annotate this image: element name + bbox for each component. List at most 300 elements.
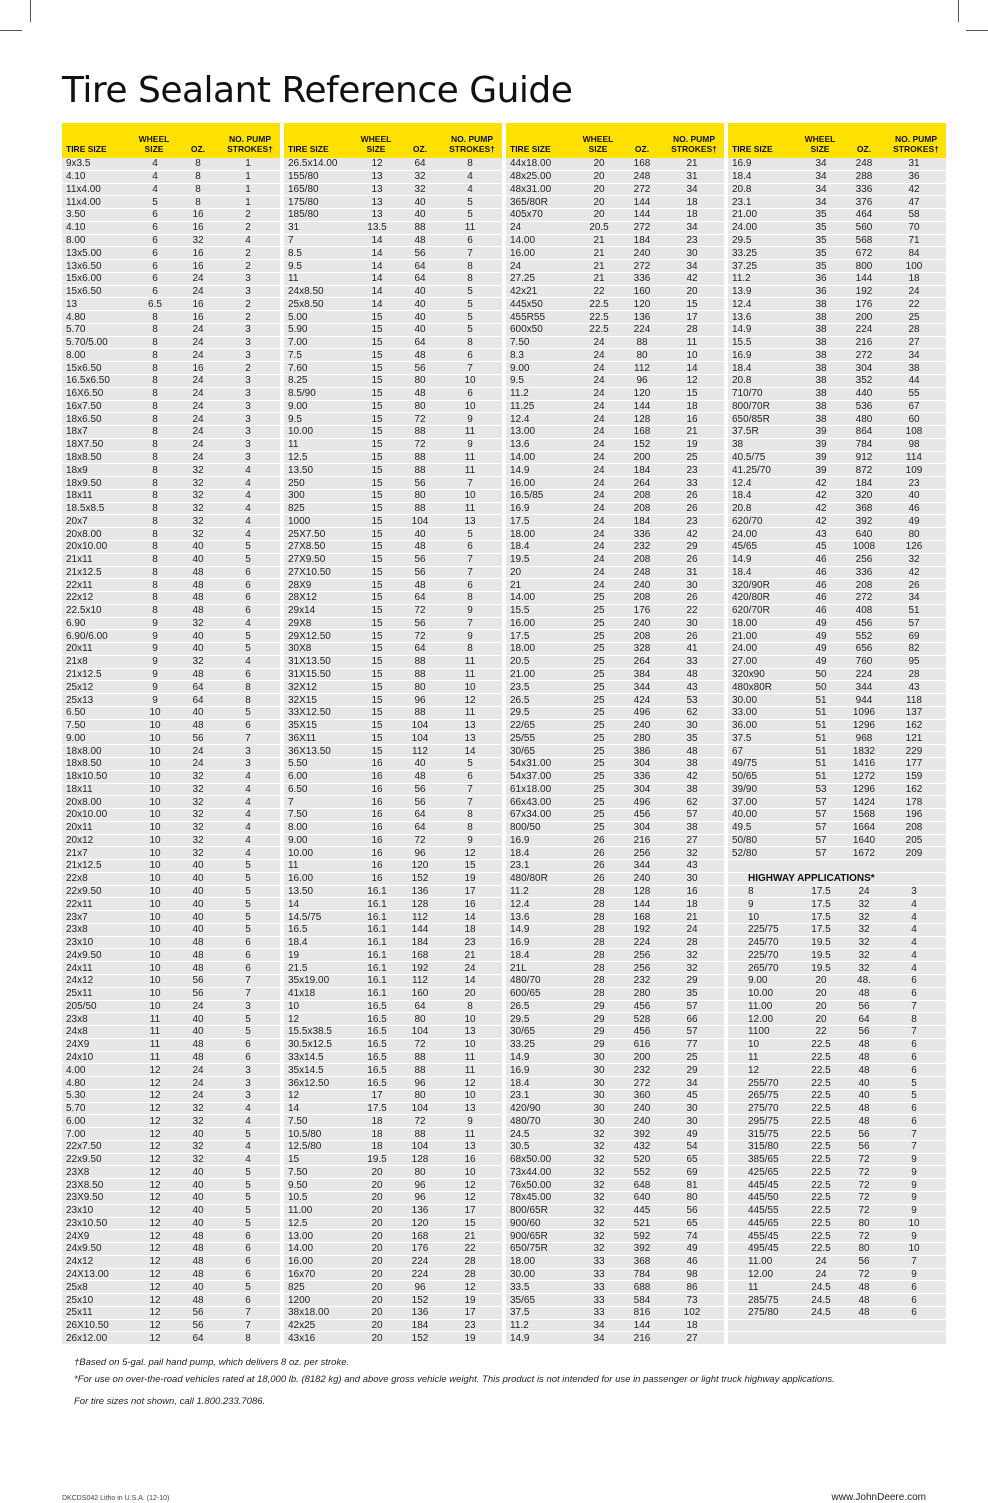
tire-size-cell: 32X15 (288, 694, 317, 706)
wheel-size-cell: 16 (371, 771, 383, 783)
tire-size-cell: 29X8 (288, 617, 312, 629)
pump-strokes-cell: 3 (911, 886, 917, 898)
wheel-size-cell: 24 (593, 400, 605, 412)
tire-size-cell: 20x12 (66, 834, 94, 846)
tire-size-cell: 67x34.00 (510, 809, 552, 821)
pump-strokes-cell: 8 (245, 681, 251, 693)
wheel-size-cell: 24 (593, 528, 605, 540)
pump-strokes-cell: 3 (245, 400, 251, 412)
table-row (728, 771, 946, 784)
table-row (728, 835, 946, 848)
pump-strokes-cell: 5 (245, 1205, 251, 1217)
table-row (728, 630, 946, 643)
pump-strokes-cell: 47 (908, 196, 920, 208)
pump-strokes-cell: 5 (245, 1013, 251, 1025)
wheel-size-cell: 12 (149, 1077, 161, 1089)
pump-strokes-cell: 30 (686, 617, 698, 629)
wheel-size-cell: 9 (152, 630, 158, 642)
table-row (62, 1090, 280, 1103)
table-row (284, 171, 502, 184)
oz-cell: 56 (414, 617, 426, 629)
tire-size-cell: 14.9 (510, 1051, 530, 1063)
wheel-size-cell: 19.5 (367, 1154, 387, 1166)
tire-size-cell: 18x11 (66, 783, 93, 795)
oz-cell: 56 (414, 566, 426, 578)
pump-strokes-cell: 6 (245, 1294, 251, 1306)
wheel-size-cell: 13 (371, 171, 383, 183)
table-row (62, 1026, 280, 1039)
tire-size-cell: 165/80 (288, 183, 319, 195)
highway-row (728, 898, 946, 911)
wheel-size-cell: 10 (149, 937, 161, 949)
website-link[interactable]: www.JohnDeere.com (831, 1492, 926, 1503)
oz-cell: 48 (192, 720, 204, 732)
wheel-size-cell: 12 (149, 1166, 161, 1178)
table-row (506, 209, 724, 222)
wheel-size-cell: 10 (149, 911, 161, 923)
wheel-size-cell: 38 (815, 413, 827, 425)
tire-size-cell: 25x11 (66, 988, 93, 1000)
oz-cell: 40 (192, 1013, 204, 1025)
wheel-size-cell: 15 (371, 337, 383, 349)
oz-cell: 160 (633, 286, 651, 298)
wheel-size-cell: 25 (593, 605, 605, 617)
tire-size-cell: 12 (288, 1090, 300, 1102)
wheel-size-cell: 25 (593, 656, 605, 668)
wheel-size-cell: 32 (593, 1230, 605, 1242)
wheel-size-cell: 22.5 (811, 1128, 831, 1140)
header-oz: OZ. (856, 144, 872, 154)
tire-size-cell: 6.90/6.00 (66, 630, 108, 642)
table-row (506, 401, 724, 414)
table-row (62, 784, 280, 797)
oz-cell: 176 (633, 605, 651, 617)
pump-strokes-cell: 81 (686, 1179, 698, 1191)
wheel-size-cell: 22.5 (589, 324, 609, 336)
wheel-size-cell: 9 (152, 643, 158, 655)
oz-cell: 32 (414, 171, 426, 183)
pump-strokes-cell: 57 (686, 809, 698, 821)
wheel-size-cell: 24 (593, 439, 605, 451)
pump-strokes-cell: 4 (245, 834, 251, 846)
tire-size-cell: 16.9 (510, 937, 530, 949)
tire-size-cell: 11 (288, 860, 299, 872)
oz-cell: 16 (192, 260, 204, 272)
table-row (728, 452, 946, 465)
oz-cell: 64 (192, 694, 204, 706)
table-row (728, 337, 946, 350)
pump-strokes-cell: 162 (905, 783, 923, 795)
pump-strokes-cell: 6 (911, 1051, 917, 1063)
pump-strokes-cell: 15 (686, 388, 698, 400)
pump-strokes-cell: 65 (686, 1154, 698, 1166)
pump-strokes-cell: 16 (464, 1154, 476, 1166)
pump-strokes-cell: 9 (467, 605, 473, 617)
tire-size-cell: 225/75 (748, 924, 779, 936)
pump-strokes-cell: 20 (686, 286, 698, 298)
tire-size-cell: 9.50 (288, 1179, 308, 1191)
tire-size-cell: 21x12.5 (66, 669, 102, 680)
oz-cell: 24 (192, 388, 204, 400)
wheel-size-cell: 46 (815, 605, 827, 617)
tire-size-cell: 23x8 (66, 1013, 88, 1025)
table-row (506, 1013, 724, 1026)
oz-cell: 144 (633, 1320, 651, 1332)
table-row (62, 694, 280, 707)
pump-strokes-cell: 205 (905, 834, 923, 846)
oz-cell: 552 (855, 630, 873, 642)
oz-cell: 24 (192, 758, 204, 770)
table-row (284, 758, 502, 771)
table-row (506, 962, 724, 975)
table-row (62, 286, 280, 299)
pump-strokes-cell: 109 (905, 464, 923, 476)
oz-cell: 424 (633, 694, 651, 706)
pump-strokes-cell: 162 (905, 720, 923, 732)
wheel-size-cell: 12 (149, 1294, 161, 1306)
table-row (506, 388, 724, 401)
table-row (284, 375, 502, 388)
table-row (728, 209, 946, 222)
oz-cell: 760 (855, 656, 873, 668)
oz-cell: 72 (414, 1039, 426, 1051)
pump-strokes-cell: 5 (245, 1128, 251, 1140)
wheel-size-cell: 38 (815, 362, 827, 374)
tire-size-cell: 12.4 (510, 898, 530, 910)
table-row (506, 541, 724, 554)
highway-row (728, 1154, 946, 1167)
wheel-size-cell: 50 (815, 669, 827, 680)
pump-strokes-cell: 6 (245, 949, 251, 961)
wheel-size-cell: 57 (815, 822, 827, 834)
oz-cell: 640 (855, 528, 873, 540)
highway-row (728, 1205, 946, 1218)
oz-cell: 80 (414, 490, 426, 502)
highway-row (728, 1115, 946, 1128)
pump-strokes-cell: 11 (464, 669, 476, 680)
table-row (62, 847, 280, 860)
pump-strokes-cell: 14 (686, 362, 698, 374)
tire-size-cell: 455R55 (510, 311, 546, 323)
oz-cell: 64 (192, 1332, 204, 1344)
pump-strokes-cell: 5 (245, 643, 251, 655)
wheel-size-cell: 20 (593, 209, 605, 221)
pump-strokes-cell: 57 (686, 1000, 698, 1012)
wheel-size-cell: 15 (371, 490, 383, 502)
oz-cell: 32 (858, 924, 870, 936)
oz-cell: 520 (633, 1154, 651, 1166)
tire-size-cell: 30.5x12.5 (288, 1039, 332, 1051)
tire-size-cell: 21.00 (732, 209, 758, 221)
wheel-size-cell: 16.1 (367, 988, 387, 1000)
tire-size-cell: 20.8 (732, 503, 752, 515)
tire-size-cell: 21L (510, 962, 527, 974)
tire-size-cell: 7.50 (288, 1115, 308, 1127)
wheel-size-cell: 16.1 (367, 975, 387, 987)
wheel-size-cell: 34 (593, 1332, 605, 1344)
wheel-size-cell: 12 (149, 1281, 161, 1293)
table-row (284, 1013, 502, 1026)
table-column (506, 123, 724, 1345)
pump-strokes-cell: 28 (686, 324, 698, 336)
pump-strokes-cell: 5 (467, 528, 473, 540)
oz-cell: 120 (633, 388, 651, 400)
pump-strokes-cell: 15 (464, 1217, 476, 1229)
pump-strokes-cell: 6 (911, 1281, 917, 1293)
oz-cell: 440 (855, 388, 873, 400)
tire-size-cell: 9.5 (288, 260, 302, 272)
tire-size-cell: 18.4 (288, 937, 308, 949)
wheel-size-cell: 22.5 (589, 298, 609, 310)
wheel-size-cell: 15 (371, 375, 383, 387)
oz-cell: 464 (855, 209, 873, 221)
pump-strokes-cell: 26 (686, 592, 698, 604)
oz-cell: 456 (633, 1000, 651, 1012)
table-row (62, 707, 280, 720)
pump-strokes-cell: 5 (245, 911, 251, 923)
wheel-size-cell: 25 (593, 809, 605, 821)
tire-size-cell: 43x16 (288, 1332, 316, 1344)
table-row (506, 1218, 724, 1231)
tire-size-cell: 16.5/85 (510, 490, 544, 502)
pump-strokes-cell: 6 (911, 1294, 917, 1306)
wheel-size-cell: 10 (149, 962, 161, 974)
table-row (284, 694, 502, 707)
pump-strokes-cell: 53 (686, 694, 698, 706)
pump-strokes-cell: 4 (245, 771, 251, 783)
wheel-size-cell: 15 (371, 617, 383, 629)
wheel-size-cell: 57 (815, 834, 827, 846)
tire-size-cell: 49/75 (732, 758, 758, 770)
oz-cell: 88 (414, 1051, 426, 1063)
table-row (62, 988, 280, 1001)
tire-size-cell: 16.9 (732, 349, 752, 361)
table-row (284, 796, 502, 809)
table-row (728, 196, 946, 209)
tire-size-cell: 24x11 (66, 962, 93, 974)
wheel-size-cell: 30 (593, 1077, 605, 1089)
wheel-size-cell: 15 (371, 477, 383, 489)
tire-size-cell: 12 (288, 1013, 300, 1025)
table-row (506, 579, 724, 592)
table-row (284, 273, 502, 286)
tire-size-cell: 22x9.50 (66, 1154, 102, 1166)
tire-size-cell: 7.50 (288, 809, 308, 821)
pump-strokes-cell: 3 (245, 375, 251, 387)
oz-cell: 144 (633, 209, 651, 221)
wheel-size-cell: 20 (815, 1013, 827, 1025)
wheel-size-cell: 4 (152, 183, 158, 195)
pump-strokes-cell: 48 (686, 669, 698, 680)
wheel-size-cell: 20 (371, 1281, 383, 1293)
tire-size-cell: 12.4 (732, 298, 752, 310)
table-row (284, 656, 502, 669)
table-row (728, 515, 946, 528)
oz-cell: 32 (192, 234, 204, 246)
tire-size-cell: 23X8.50 (66, 1179, 104, 1191)
table-row (62, 1294, 280, 1307)
highway-row (728, 886, 946, 899)
pump-strokes-cell: 159 (905, 771, 923, 783)
pump-strokes-cell: 23 (908, 477, 920, 489)
oz-cell: 224 (633, 937, 651, 949)
oz-cell: 80 (414, 400, 426, 412)
oz-cell: 96 (414, 1179, 426, 1191)
oz-cell: 120 (411, 1217, 429, 1229)
table-row (506, 375, 724, 388)
oz-cell: 272 (633, 183, 651, 195)
wheel-size-cell: 24 (593, 554, 605, 566)
oz-cell: 184 (411, 1320, 429, 1332)
pump-strokes-cell: 4 (467, 171, 473, 183)
oz-cell: 456 (633, 809, 651, 821)
tire-size-cell: 76x50.00 (510, 1179, 552, 1191)
pump-strokes-cell: 41 (686, 643, 698, 655)
pump-strokes-cell: 18 (686, 898, 698, 910)
wheel-size-cell: 17 (371, 1090, 383, 1102)
oz-cell: 80 (414, 681, 426, 693)
pump-strokes-cell: 19 (686, 439, 698, 451)
wheel-size-cell: 16.5 (367, 1013, 387, 1025)
tire-size-cell: 61x18.00 (510, 783, 552, 795)
oz-cell: 32 (192, 1103, 204, 1115)
tire-size-cell: 1200 (288, 1294, 311, 1306)
pump-strokes-cell: 6 (245, 566, 251, 578)
tire-size-cell: 30.5 (510, 1141, 530, 1153)
oz-cell: 32 (192, 515, 204, 527)
oz-cell: 40 (192, 873, 204, 885)
oz-cell: 40 (192, 924, 204, 936)
wheel-size-cell: 10 (149, 745, 161, 757)
tire-size-cell: 25x13 (66, 694, 94, 706)
table-row (284, 324, 502, 337)
pump-strokes-cell: 5 (911, 1077, 917, 1089)
oz-cell: 80 (414, 375, 426, 387)
highway-row (728, 1103, 946, 1116)
tire-size-cell: 18.00 (510, 528, 536, 540)
wheel-size-cell: 42 (815, 477, 827, 489)
wheel-size-cell: 15 (371, 426, 383, 438)
wheel-size-cell: 24 (593, 375, 605, 387)
oz-cell: 48 (414, 771, 426, 783)
oz-cell: 168 (633, 158, 651, 170)
table-row (62, 1269, 280, 1282)
tire-size-cell: 12 (748, 1064, 760, 1076)
table-row (728, 362, 946, 375)
pump-strokes-cell: 102 (683, 1307, 701, 1319)
oz-cell: 344 (633, 860, 651, 872)
wheel-size-cell: 17.5 (811, 898, 831, 910)
table-row (284, 835, 502, 848)
tire-size-cell: 33.25 (510, 1039, 536, 1051)
wheel-size-cell: 24 (593, 337, 605, 349)
tire-size-cell: 33x14.5 (288, 1051, 324, 1063)
tire-size-cell: 20.8 (732, 375, 752, 387)
pump-strokes-cell: 11 (464, 1051, 476, 1063)
wheel-size-cell: 19.5 (811, 937, 831, 949)
highway-row (728, 949, 946, 962)
table-row (62, 235, 280, 248)
pump-strokes-cell: 6 (245, 1243, 251, 1255)
oz-cell: 32 (192, 464, 204, 476)
table-row (62, 490, 280, 503)
pump-strokes-cell: 5 (467, 324, 473, 336)
table-row (284, 1281, 502, 1294)
pump-strokes-cell: 196 (905, 809, 923, 821)
wheel-size-cell: 16 (371, 783, 383, 795)
highway-row (728, 962, 946, 975)
table-row (506, 605, 724, 618)
table-header (62, 123, 280, 158)
tire-size-cell: 24.00 (732, 528, 758, 540)
tire-size-cell: 10.5/80 (288, 1128, 322, 1140)
wheel-size-cell: 21 (593, 273, 605, 285)
pump-strokes-cell: 11 (464, 451, 476, 463)
tire-size-cell: 900/60 (510, 1217, 541, 1229)
table-row (728, 694, 946, 707)
tire-size-cell: 7.50 (510, 337, 530, 349)
oz-cell: 64 (414, 822, 426, 834)
table-row (284, 1218, 502, 1231)
oz-cell: 56 (414, 247, 426, 259)
wheel-size-cell: 22 (815, 1026, 827, 1038)
wheel-size-cell: 24 (815, 1256, 827, 1268)
oz-cell: 80 (414, 1090, 426, 1102)
tire-size-cell: 16.9 (510, 834, 530, 846)
pump-strokes-cell: 16 (686, 886, 698, 898)
filler-row (728, 1320, 946, 1333)
pump-strokes-cell: 5 (467, 196, 473, 208)
tire-size-cell: 800/65R (510, 1205, 548, 1217)
pump-strokes-cell: 67 (908, 400, 920, 412)
wheel-size-cell: 20 (593, 196, 605, 208)
oz-cell: 208 (633, 503, 651, 515)
tire-size-cell: 9.00 (66, 732, 86, 744)
tire-size-cell: 11 (748, 1281, 759, 1293)
oz-cell: 48 (858, 1064, 870, 1076)
tire-size-cell: 11.2 (510, 1320, 529, 1332)
table-row (62, 426, 280, 439)
header-oz: OZ. (634, 144, 650, 154)
tire-size-cell: 25x11 (66, 1307, 93, 1319)
pump-strokes-cell: 3 (245, 413, 251, 425)
wheel-size-cell: 20 (371, 1179, 383, 1191)
oz-cell: 48 (192, 592, 204, 604)
pump-strokes-cell: 57 (908, 617, 920, 629)
oz-cell: 120 (633, 298, 651, 310)
table-row (728, 401, 946, 414)
pump-strokes-cell: 4 (245, 490, 251, 502)
pump-strokes-cell: 23 (464, 937, 476, 949)
tire-size-cell: 245/70 (748, 937, 779, 949)
tire-size-cell: 18.4 (510, 949, 530, 961)
table-row (728, 643, 946, 656)
pump-strokes-cell: 69 (686, 1166, 698, 1178)
tire-size-cell: 800/70R (732, 400, 770, 412)
wheel-size-cell: 8 (152, 515, 158, 527)
wheel-size-cell: 15 (371, 592, 383, 604)
oz-cell: 392 (855, 515, 873, 527)
wheel-size-cell: 4 (152, 158, 158, 170)
table-row (62, 860, 280, 873)
table-row (728, 745, 946, 758)
tire-size-cell: 16.00 (288, 873, 314, 885)
oz-cell: 368 (855, 503, 873, 515)
wheel-size-cell: 57 (815, 796, 827, 808)
pump-strokes-cell: 7 (467, 796, 473, 808)
pump-strokes-cell: 9 (467, 630, 473, 642)
wheel-size-cell: 8 (152, 337, 158, 349)
